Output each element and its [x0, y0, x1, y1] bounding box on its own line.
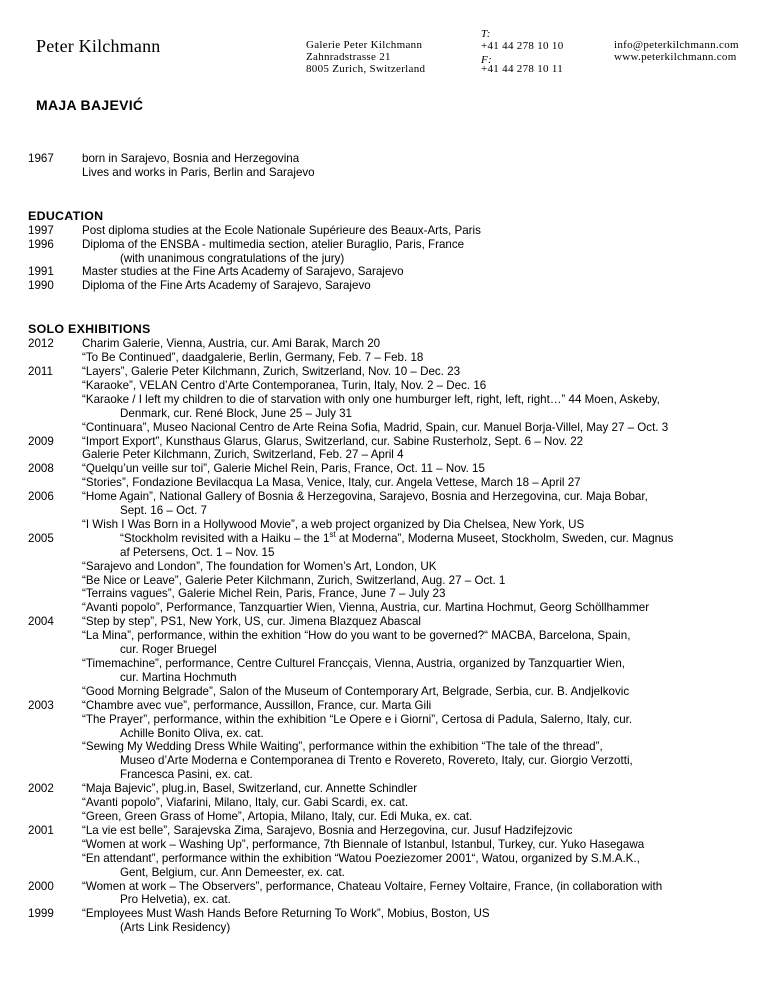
entry-year: 2012: [28, 337, 54, 351]
entry-year: 2008: [28, 462, 54, 476]
entry-text: “Avanti popolo”, Performance, Tanzquartier Wien, Vienna, Austria, cur. Martina Hochmut, Georg Schöllhammer: [82, 601, 650, 615]
entry-text: “Sewing My Wedding Dress While Waiting”, performance within the exhibition “The tale of the thread”,: [82, 740, 603, 754]
bio-section: [28, 152, 756, 180]
exhibition-row: [28, 907, 756, 921]
entry-text: (with unanimous congratulations of the jury): [120, 251, 345, 265]
exhibition-row: [28, 351, 756, 365]
entry-text: Gent, Belgium, cur. Ann Demeester, ex. cat.: [120, 865, 345, 879]
exhibition-row: [28, 476, 756, 490]
entry-text: Francesca Pasini, ex. cat.: [120, 768, 253, 782]
contact-block: [614, 39, 739, 63]
bio-row: [28, 152, 756, 166]
entry-year: 1997: [28, 223, 54, 237]
exhibition-row: [28, 379, 756, 393]
entry-text: “Women at work – The Observers”, performance, Chateau Voltaire, Ferney Voltaire, France, (in collaboration with: [82, 879, 663, 893]
entry-text: “To Be Continued”, daadgalerie, Berlin, Germany, Feb. 7 – Feb. 18: [82, 351, 424, 365]
entry-text: “Sarajevo and London”, The foundation for Women’s Art, London, UK: [82, 559, 437, 573]
exhibition-row: [28, 824, 756, 838]
entry-text: “Import Export”, Kunsthaus Glarus, Glarus, Switzerland, cur. Sabine Rusterholz, Sept. 6 – Nov. 22: [82, 434, 584, 448]
entry-text: “Stockholm revisited with a Haiku – the 1: [120, 531, 330, 545]
entry-text: Post diploma studies at the Ecole Nationale Supérieure des Beaux-Arts, Paris: [82, 223, 481, 237]
education-row: [28, 238, 756, 252]
exhibition-row: [28, 560, 756, 574]
education-row: [28, 279, 756, 293]
entry-text: “Green, Green Grass of Home”, Artopia, Milano, Italy, cur. Edi Muka, ex. cat.: [82, 809, 473, 823]
entry-year: 1996: [28, 237, 54, 251]
entry-text: (Arts Link Residency): [120, 921, 231, 935]
entry-text: “Quelqu’un veille sur toi”, Galerie Michel Rein, Paris, France, Oct. 11 – Nov. 15: [82, 462, 485, 476]
exhibition-row: [28, 740, 756, 754]
exhibition-row: [28, 337, 756, 351]
entry-text: Achille Bonito Oliva, ex. cat.: [120, 726, 264, 740]
entry-text: “Timemachine”, performance, Centre Culturel Francçais, Vienna, Austria, organized by Tanzquartier Wien,: [82, 657, 626, 670]
entry-text: “Be Nice or Leave”, Galerie Peter Kilchmann, Zurich, Switzerland, Aug. 27 – Oct. 1: [82, 573, 506, 587]
entry-year: 1999: [28, 907, 54, 921]
exhibition-row: [28, 768, 756, 782]
exhibition-row: [28, 490, 756, 504]
entry-year: 1991: [28, 265, 54, 279]
exhibition-row: [28, 685, 756, 699]
gallery-address: [306, 39, 425, 75]
entry-text: “Karaoke”, VELAN Centro d’Arte Contemporanea, Turin, Italy, Nov. 2 – Dec. 16: [82, 378, 487, 392]
entry-text: “En attendant”, performance within the exhibition “Watou Poeziezomer 2001“, Watou, organized by S.M.A.K.,: [82, 851, 640, 865]
entry-text: cur. Roger Bruegel: [120, 643, 217, 657]
fax-label: F:: [481, 54, 492, 66]
entry-year: 2006: [28, 490, 54, 504]
phone-number: +41 44 278 10 10: [481, 40, 564, 52]
exhibition-row: [28, 810, 756, 824]
exhibition-row: [28, 407, 756, 421]
entry-text: “Employees Must Wash Hands Before Returning To Work”, Mobius, Boston, US: [82, 907, 490, 921]
entry-text: “I Wish I Was Born in a Hollywood Movie”, a web project organized by Dia Chelsea, New York, US: [82, 517, 585, 531]
exhibition-row: [28, 393, 756, 407]
exhibition-row: [28, 893, 756, 907]
exhibition-row: [28, 504, 756, 518]
exhibition-row: [28, 796, 756, 810]
address-line: Galerie Peter Kilchmann: [306, 39, 423, 51]
entry-text: Diploma of the ENSBA - multimedia section, atelier Buraglio, Paris, France: [82, 237, 465, 251]
entry-text: “Step by step”, PS1, New York, US, cur. Jimena Blazquez Abascal: [82, 615, 421, 629]
entry-text: “Karaoke / I left my children to die of starvation with only one humburger left, right, left, right…” 44 Moen, Askeby,: [82, 392, 660, 406]
exhibition-row: [28, 852, 756, 866]
exhibition-row: [28, 727, 756, 741]
exhibition-row: [28, 518, 756, 532]
entry-text: born in Sarajevo, Bosnia and Herzegovina: [82, 152, 300, 165]
entry-text: “Women at work – Washing Up”, performance, 7th Biennale of Istanbul, Istanbul, Turkey, cur. Yuko Hasegawa: [82, 837, 645, 851]
exhibition-row: [28, 574, 756, 588]
exhibition-row: [28, 880, 756, 894]
fax-number: +41 44 278 10 11: [481, 63, 564, 75]
exhibition-row: [28, 671, 756, 685]
exhibition-row: [28, 713, 756, 727]
exhibition-row: [28, 615, 756, 629]
entry-text: “Maja Bajevic”, plug.in, Basel, Switzerland, cur. Annette Schindler: [82, 782, 418, 796]
entry-year: 2002: [28, 782, 54, 796]
bio-row: [28, 166, 756, 180]
exhibition-row: [28, 601, 756, 615]
exhibition-row: [28, 657, 756, 671]
phone-block: [481, 28, 564, 75]
entry-superscript: st: [329, 529, 336, 539]
entry-text: af Petersens, Oct. 1 – Nov. 15: [120, 545, 275, 559]
exhibition-row: [28, 699, 756, 713]
exhibition-row: [28, 421, 756, 435]
website-link[interactable]: www.peterkilchmann.com: [614, 51, 737, 63]
phone-label: T:: [481, 28, 491, 40]
address-line: 8005 Zurich, Switzerland: [306, 63, 426, 75]
exhibition-row: [28, 643, 756, 657]
education-row: [28, 224, 756, 238]
email-link[interactable]: info@peterkilchmann.com: [614, 39, 739, 51]
entry-text: “Chambre avec vue”, performance, Aussillon, France, cur. Marta Gili: [82, 698, 432, 712]
entry-year: 2009: [28, 434, 54, 448]
entry-text: Pro Helvetia), ex. cat.: [120, 893, 231, 907]
address-line: Zahnradstrasse 21: [306, 51, 391, 63]
entry-year: 1967: [28, 152, 54, 165]
entry-year: 2001: [28, 823, 54, 837]
entry-year: 2000: [28, 879, 54, 893]
entry-text: Galerie Peter Kilchmann, Zurich, Switzerland, Feb. 27 – April 4: [82, 448, 404, 462]
entry-text: “Home Again”, National Gallery of Bosnia & Herzegovina, Sarajevo, Bosnia and Herzegovina, cur. Maja Bobar,: [82, 490, 648, 504]
entry-year: 2005: [28, 531, 54, 545]
entry-text: Denmark, cur. René Block, June 25 – July 31: [120, 406, 352, 420]
entry-year: 1990: [28, 279, 54, 293]
entry-text: “Stories”, Fondazione Bevilacqua La Masa, Venice, Italy, cur. Angela Vettese, March 18 – April 27: [82, 476, 581, 490]
entry-year: 2004: [28, 615, 54, 629]
entry-text: Diploma of the Fine Arts Academy of Sarajevo, Sarajevo: [82, 279, 371, 293]
solo-exhibitions-heading: SOLO EXHIBITIONS: [28, 322, 151, 337]
entry-year: 2003: [28, 698, 54, 712]
entry-text-continued: at Moderna”, Moderna Museet, Stockholm, Sweden, cur. Magnus: [335, 531, 674, 545]
exhibition-row: [28, 365, 756, 379]
education-row: [28, 265, 756, 279]
exhibition-row: [28, 866, 756, 880]
artist-name: MAJA BAJEVIĆ: [36, 97, 144, 113]
entry-text: Charim Galerie, Vienna, Austria, cur. Ami Barak, March 20: [82, 337, 381, 351]
exhibition-row: [28, 462, 756, 476]
exhibition-row: [28, 838, 756, 852]
exhibition-row: [28, 529, 756, 546]
entry-text: “Terrains vagues”, Galerie Michel Rein, Paris, France, June 7 – July 23: [82, 587, 446, 601]
exhibition-row: [28, 435, 756, 449]
entry-text: Lives and works in Paris, Berlin and Sarajevo: [82, 165, 315, 179]
cv-content: [28, 152, 756, 935]
exhibition-row: [28, 782, 756, 796]
exhibition-row: [28, 546, 756, 560]
exhibition-row: [28, 587, 756, 601]
entry-text: “The Prayer”, performance, within the exhibition “Le Opere e i Giorni”, Certosa di Padula, Salerno, Italy, cur.: [82, 712, 633, 726]
entry-text: Master studies at the Fine Arts Academy of Sarajevo, Sarajevo: [82, 265, 404, 279]
education-list: [28, 224, 756, 294]
entry-text: “Avanti popolo”, Viafarini, Milano, Italy, cur. Gabi Scardi, ex. cat.: [82, 796, 409, 810]
solo-exhibitions-list: [28, 337, 756, 935]
entry-text: “La Mina”, performance, within the exhition “How do you want to be governed?“ MACBA, Barcelona, Spain,: [82, 629, 631, 643]
entry-text: cur. Martina Hochmuth: [120, 670, 237, 684]
exhibition-row: [28, 921, 756, 935]
gallery-logo: Peter Kilchmann: [36, 36, 161, 56]
entry-text: “Continuara”, Museo Nacional Centro de Arte Reina Sofia, Madrid, Spain, cur. Manuel Borja-Villel, May 27 – Oct. 3: [82, 420, 669, 434]
entry-year: 2011: [28, 364, 53, 378]
entry-text: “Layers”, Galerie Peter Kilchmann, Zurich, Switzerland, Nov. 10 – Dec. 23: [82, 364, 461, 378]
entry-text: “La vie est belle”, Sarajevska Zima, Sarajevo, Bosnia and Herzegovina, cur. Jusuf Hadzifejzovic: [82, 823, 573, 837]
exhibition-row: [28, 629, 756, 643]
entry-text: Museo d’Arte Moderna e Contemporanea di Trento e Rovereto, Rovereto, Italy, cur. Giorgio Verzotti,: [120, 754, 633, 768]
education-row: [28, 252, 756, 266]
education-heading: EDUCATION: [28, 208, 104, 223]
entry-text: “Good Morning Belgrade”, Salon of the Museum of Contemporary Art, Belgrade, Serbia, cur. B. Andjelkovic: [82, 684, 630, 698]
entry-text: Sept. 16 – Oct. 7: [120, 504, 208, 518]
exhibition-row: [28, 448, 756, 462]
exhibition-row: [28, 754, 756, 768]
